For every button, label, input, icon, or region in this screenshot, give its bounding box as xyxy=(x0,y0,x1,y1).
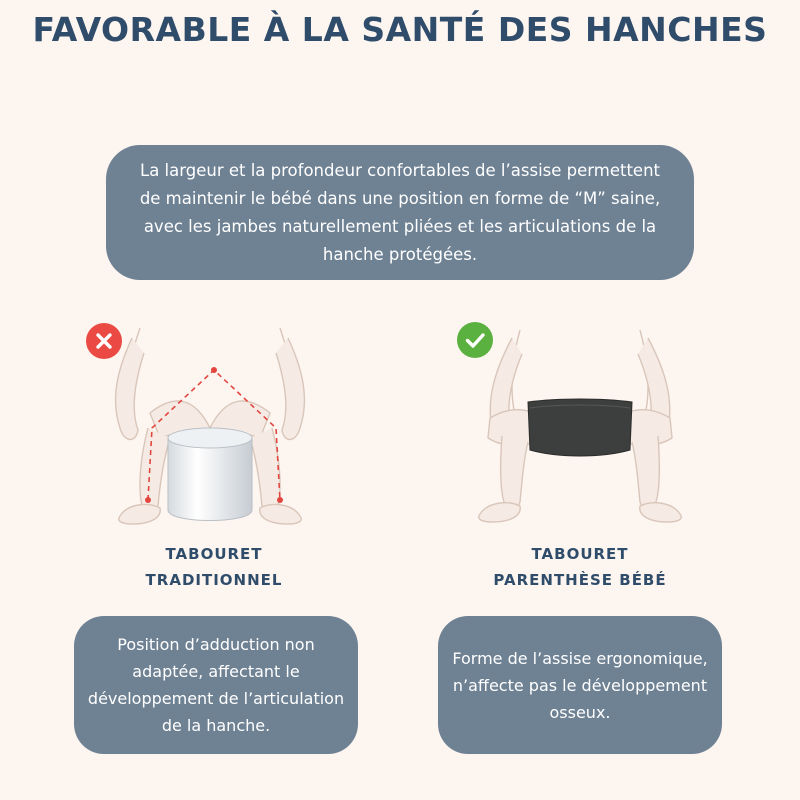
intro-text: La largeur et la profondeur confortables de l’assise permettent de maintenir le bébé dans une position en forme de “M” saine, avec les jambes naturellement pliées et les articulations de la hanche protégées. xyxy=(139,160,661,264)
traditional-label-line2: TRADITIONNEL xyxy=(145,571,283,589)
intro-text-bubble xyxy=(106,145,694,280)
traditional-stool-label xyxy=(64,541,364,593)
traditional-label-line1: TABOURET xyxy=(165,545,263,563)
check-icon xyxy=(457,322,493,358)
ergonomic-description: Forme de l’assise ergonomique, n’affecte pas le développement osseux. xyxy=(452,648,708,722)
ergonomic-description-box xyxy=(438,616,722,754)
ergonomic-label-line1: TABOURET xyxy=(531,545,629,563)
ergonomic-stool-label xyxy=(430,541,730,593)
ergonomic-label-line2: PARENTHÈSE BÉBÉ xyxy=(493,571,667,589)
correct-badge xyxy=(457,322,493,358)
page-title: FAVORABLE À LA SANTÉ DES HANCHES xyxy=(32,10,768,49)
incorrect-badge xyxy=(86,323,122,359)
traditional-description: Position d’adduction non adaptée, affectant le développement de l’articulation de la hanche. xyxy=(87,635,345,735)
traditional-description-box xyxy=(74,616,358,754)
cross-icon xyxy=(86,323,122,359)
